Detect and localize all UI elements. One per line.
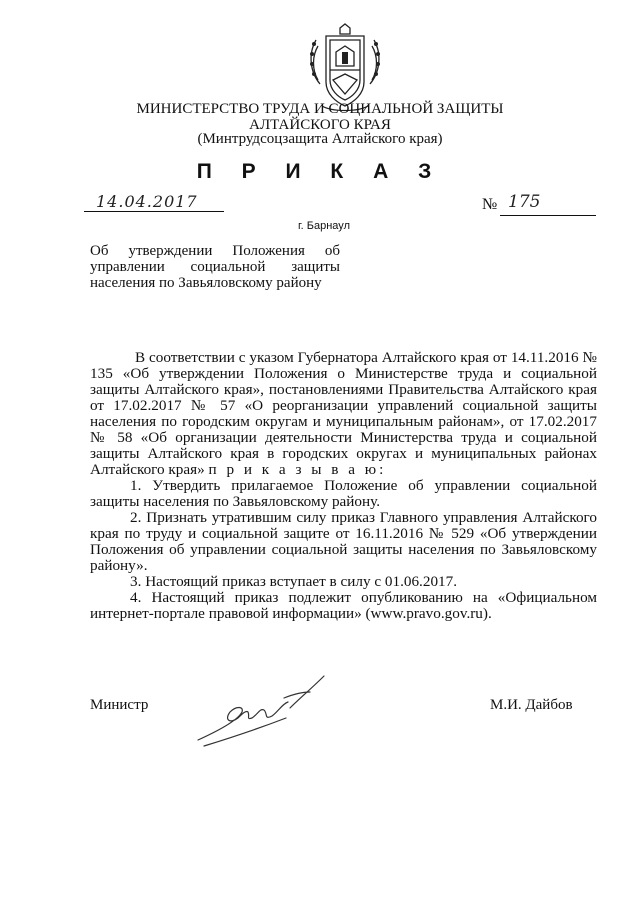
ministry-short-name: (Минтрудсоцзащита Алтайского края)	[197, 131, 443, 147]
order-colon: :	[379, 461, 384, 478]
document-title: П Р И К А З	[196, 160, 444, 183]
ministry-name-line2: АЛТАЙСКОГО КРАЯ	[249, 117, 391, 133]
order-item: 2. Признать утратившим силу приказ Главного управления Алтайского края по труду и социальной защите от 16.11.2016 № 529 «Об утверждении Положения об управлении социальной защиты населения по Завьяловскому району».	[90, 509, 597, 574]
city: г. Барнаул	[298, 220, 350, 232]
order-subject	[90, 243, 340, 291]
order-body	[90, 350, 597, 622]
order-word: п р и к а з ы в а ю	[208, 461, 380, 478]
signatory-position: Министр	[90, 697, 149, 713]
preamble-text: В соответствии с указом Губернатора Алтайского края от 14.11.2016 № 135 «Об утверждении Положения о Министерстве труда и социальной защиты Алтайского края», постановлениями Правительства Алтайского края от 17.02.2017 № 57 «О реорганизации управлений социальной защиты населения по городским округам и муниципальным районам», от 17.02.2017 № 58 «Об организации деятельности Министерства труда и социальной защиты Алтайского края в городских округах и муниципальных районах Алтайского края»	[90, 349, 597, 478]
number-underline	[500, 214, 596, 216]
handwritten-signature-icon	[190, 668, 340, 748]
order-item: 1. Утвердить прилагаемое Положение об управлении социальной защиты населения по Завьяловскому району.	[90, 477, 597, 510]
ministry-name-line1: МИНИСТЕРСТВО ТРУДА И СОЦИАЛЬНОЙ ЗАЩИТЫ	[136, 101, 504, 117]
order-number: 175	[508, 192, 541, 212]
order-date: 14.04.2017	[96, 192, 198, 211]
preamble-paragraph	[90, 350, 597, 478]
order-item: 3. Настоящий приказ вступает в силу с 01.06.2017.	[130, 573, 458, 590]
subject-line: управлении социальной защиты	[90, 259, 340, 275]
subject-line: Об утверждении Положения об	[90, 243, 340, 259]
number-sign: №	[482, 196, 498, 213]
subject-line: населения по Завьяловскому району	[90, 275, 322, 291]
signatory-name: М.И. Дайбов	[490, 697, 573, 713]
order-item: 4. Настоящий приказ подлежит опубликованию на «Официальном интернет-портале правовой информации» (www.pravo.gov.ru).	[90, 589, 597, 622]
